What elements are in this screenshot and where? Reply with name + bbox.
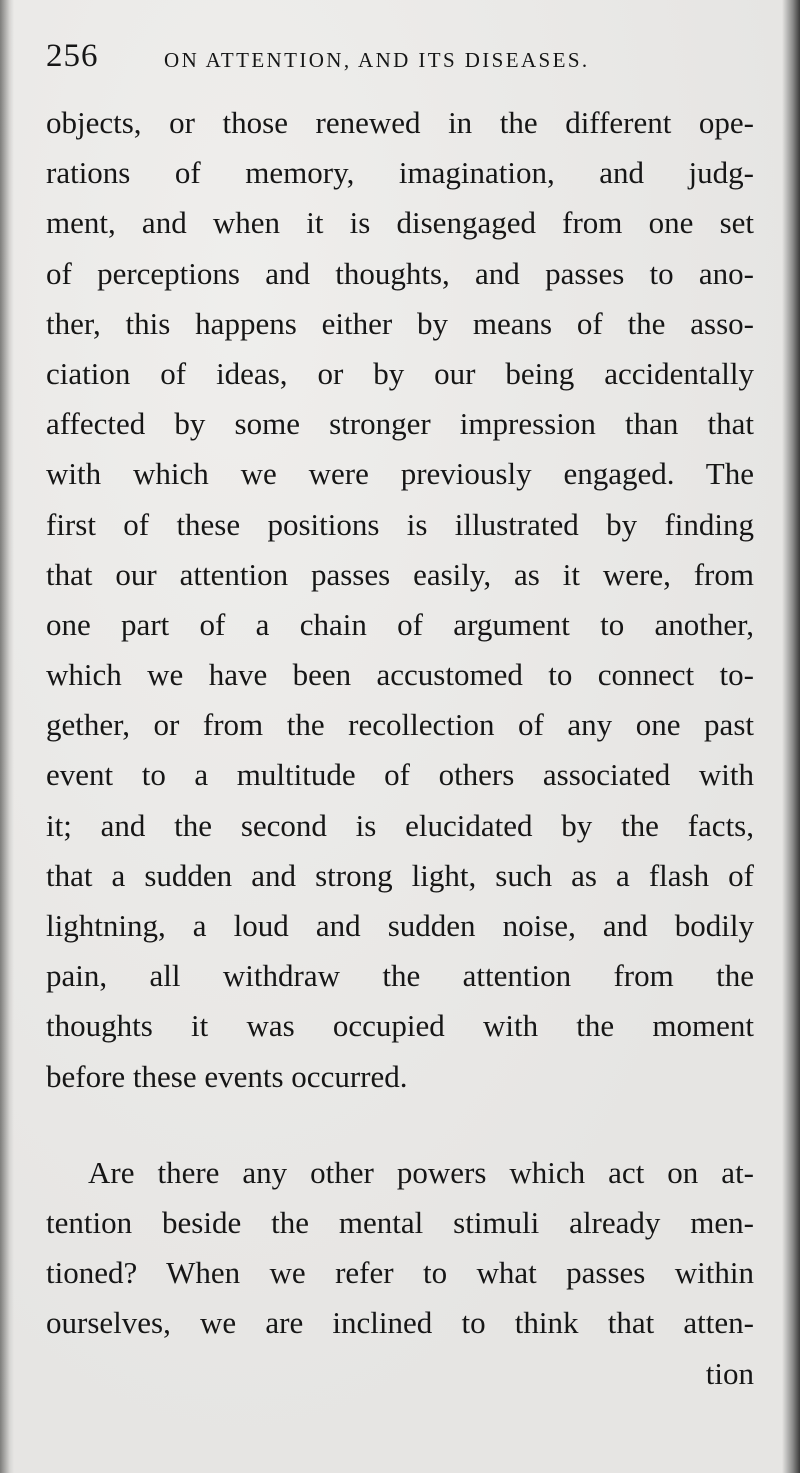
paragraph-spacer (46, 1102, 754, 1148)
catchword: tion (705, 1355, 754, 1391)
text-line: of perceptions and thoughts, and passes to ano- (46, 255, 754, 291)
text-line: tioned? When we refer to what passes within (46, 1255, 754, 1291)
text-line: lightning, a loud and sudden noise, and bodily (46, 908, 754, 943)
page-number: 256 (46, 38, 99, 74)
text-line: affected by some stronger impression than that (46, 406, 754, 442)
text-line: with which we were previously engaged. The (46, 456, 754, 492)
text-line: that our attention passes easily, as it were, from (46, 556, 754, 592)
running-head: ON ATTENTION, AND ITS DISEASES. (164, 48, 590, 72)
text-line: it; and the second is elucidated by the facts, (46, 807, 754, 843)
text-line: ourselves, we are inclined to think that atten- (46, 1305, 754, 1341)
text-line: thoughts it was occupied with the moment (46, 1008, 754, 1044)
text-line: before these events occurred. (46, 1058, 408, 1094)
text-line: ciation of ideas, or by our being accidentally (46, 355, 754, 391)
text-line: event to a multitude of others associated with (46, 757, 754, 793)
page-header (46, 36, 756, 86)
text-line: ther, this happens either by means of the asso- (46, 305, 754, 341)
text-line: one part of a chain of argument to another, (46, 606, 754, 642)
text-line: objects, or those renewed in the different ope- (46, 105, 754, 140)
page-edge-shadow (782, 0, 800, 1473)
text-line: which we have been accustomed to connect to- (46, 657, 754, 693)
text-line: Are there any other powers which act on at- (88, 1154, 754, 1190)
body-text (46, 98, 754, 1399)
text-line: gether, or from the recollection of any one past (46, 707, 754, 743)
text-line: rations of memory, imagination, and judg- (46, 155, 754, 191)
text-line: pain, all withdraw the attention from the (46, 958, 754, 994)
paragraph-1 (46, 98, 754, 1102)
text-line: first of these positions is illustrated by finding (46, 506, 754, 542)
paragraph-2 (46, 1148, 754, 1349)
page-gutter-shadow (0, 0, 14, 1473)
text-line: ment, and when it is disengaged from one set (46, 205, 754, 241)
text-line: tention beside the mental stimuli already men- (46, 1204, 754, 1240)
text-line: that a sudden and strong light, such as a flash of (46, 857, 754, 893)
